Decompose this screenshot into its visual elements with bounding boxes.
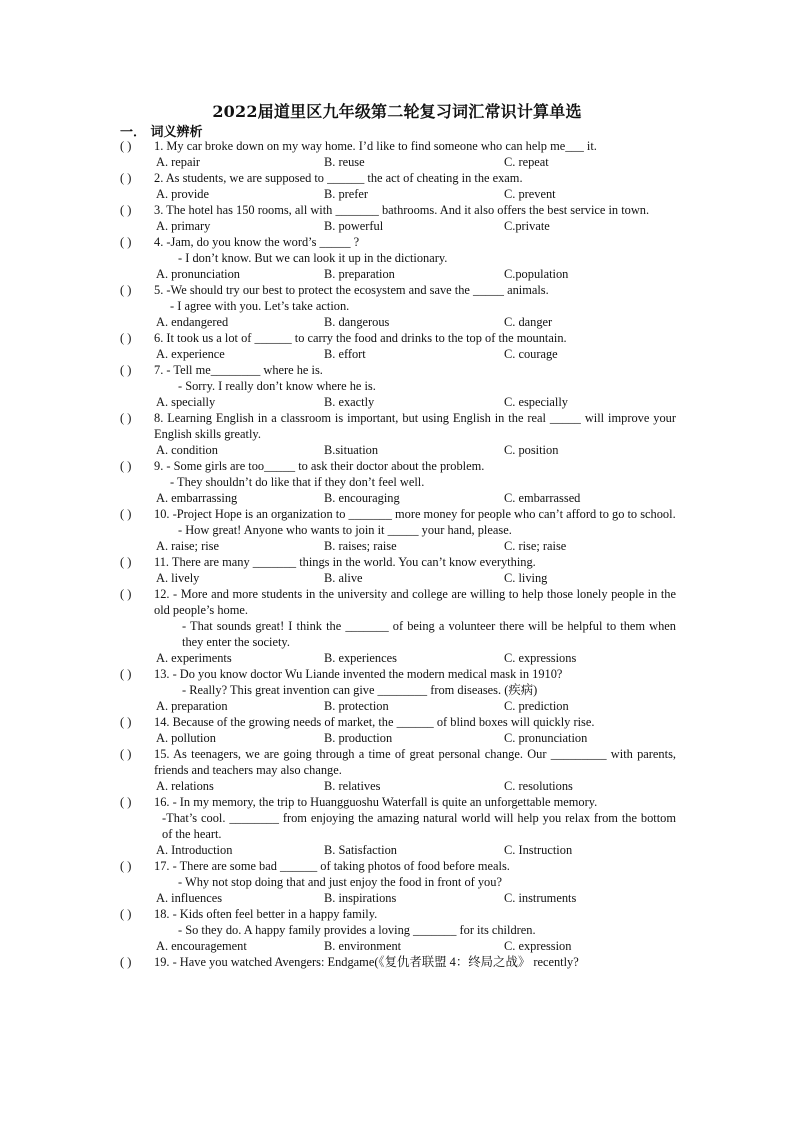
option-b[interactable]: B. encouraging xyxy=(324,491,400,505)
question-item xyxy=(120,330,676,362)
options-row xyxy=(120,890,676,906)
question-item xyxy=(120,858,676,906)
option-a[interactable]: A. experience xyxy=(156,347,225,361)
answer-bracket[interactable]: ( ) xyxy=(120,459,132,473)
section-heading: 一． 词义辨析 xyxy=(120,125,203,140)
dialogue-line: - They shouldn’t do like that if they don’t feel well. xyxy=(170,475,425,489)
options-row xyxy=(120,346,676,362)
option-c[interactable]: C. Instruction xyxy=(504,843,573,857)
option-a[interactable]: A. pollution xyxy=(156,731,216,745)
question-item xyxy=(120,410,676,458)
answer-bracket[interactable]: ( ) xyxy=(120,795,132,809)
option-c[interactable]: C.population xyxy=(504,267,569,281)
option-c[interactable]: C. embarrassed xyxy=(504,491,581,505)
option-b[interactable]: B. reuse xyxy=(324,155,365,169)
option-b[interactable]: B. protection xyxy=(324,699,389,713)
options-row xyxy=(120,266,676,282)
answer-bracket[interactable]: ( ) xyxy=(120,203,132,217)
answer-bracket[interactable]: ( ) xyxy=(120,283,132,297)
option-c[interactable]: C. repeat xyxy=(504,155,549,169)
answer-bracket[interactable]: ( ) xyxy=(120,507,132,521)
option-c[interactable]: C. expression xyxy=(504,939,572,953)
option-a[interactable]: A. endangered xyxy=(156,315,229,329)
question-stem: 16. - In my memory, the trip to Huangguoshu Waterfall is quite an unforgettable memory. xyxy=(154,795,598,809)
question-item xyxy=(120,666,676,714)
answer-bracket[interactable]: ( ) xyxy=(120,411,132,425)
option-c[interactable]: C. expressions xyxy=(504,651,577,665)
option-a[interactable]: A. lively xyxy=(156,571,200,585)
answer-bracket[interactable]: ( ) xyxy=(120,235,132,249)
question-item xyxy=(120,506,676,554)
question-item xyxy=(120,362,676,410)
dialogue-line: - I don’t know. But we can look it up in the dictionary. xyxy=(178,251,448,265)
option-c[interactable]: C. prevent xyxy=(504,187,556,201)
question-item xyxy=(120,282,676,330)
question-stem: 13. - Do you know doctor Wu Liande invented the modern medical mask in 1910? xyxy=(154,667,563,681)
option-a[interactable]: A. influences xyxy=(156,891,223,905)
answer-bracket[interactable]: ( ) xyxy=(120,555,132,569)
question-stem: 14. Because of the growing needs of market, the ______ of blind boxes will quickly rise. xyxy=(154,715,595,729)
question-stem: 17. - There are some bad ______ of taking photos of food before meals. xyxy=(154,859,510,873)
question-stem: 1. My car broke down on my way home. I’d like to find someone who can help me___ it. xyxy=(154,139,597,153)
option-c[interactable]: C. living xyxy=(504,571,548,585)
option-b[interactable]: B. Satisfaction xyxy=(324,843,397,857)
option-c[interactable]: C. rise; raise xyxy=(504,539,567,553)
option-b[interactable]: B. experiences xyxy=(324,651,397,665)
option-a[interactable]: A. raise; rise xyxy=(156,539,219,553)
answer-bracket[interactable]: ( ) xyxy=(120,587,132,601)
option-c[interactable]: C. instruments xyxy=(504,891,577,905)
question-stem: 18. - Kids often feel better in a happy family. xyxy=(154,907,378,921)
option-c[interactable]: C. especially xyxy=(504,395,568,409)
answer-bracket[interactable]: ( ) xyxy=(120,955,132,969)
options-row xyxy=(120,650,676,666)
question-item xyxy=(120,138,676,170)
option-a[interactable]: A. repair xyxy=(156,155,201,169)
option-a[interactable]: A. encouragement xyxy=(156,939,247,953)
options-row xyxy=(120,538,676,554)
answer-bracket[interactable]: ( ) xyxy=(120,907,132,921)
question-stem: 10. -Project Hope is an organization to _______ more money for people who can’t afford to go to school. xyxy=(154,507,676,521)
option-b[interactable]: B. production xyxy=(324,731,393,745)
answer-bracket[interactable]: ( ) xyxy=(120,859,132,873)
options-row xyxy=(120,938,676,954)
option-a[interactable]: A. condition xyxy=(156,443,218,457)
options-row xyxy=(120,394,676,410)
option-b[interactable]: B. preparation xyxy=(324,267,395,281)
options-row xyxy=(120,490,676,506)
options-row xyxy=(120,730,676,746)
answer-bracket[interactable]: ( ) xyxy=(120,139,132,153)
question-stem: 8. Learning English in a classroom is important, but using English in the real _____ will improve your English skills greatly. xyxy=(154,411,676,441)
question-item xyxy=(120,794,676,858)
dialogue-line: - Why not stop doing that and just enjoy the food in front of you? xyxy=(178,875,502,889)
option-b[interactable]: B.situation xyxy=(324,443,379,457)
options-row xyxy=(120,778,676,794)
answer-bracket[interactable]: ( ) xyxy=(120,747,132,761)
answer-bracket[interactable]: ( ) xyxy=(120,331,132,345)
dialogue-line: - Sorry. I really don’t know where he is. xyxy=(178,379,376,393)
option-c[interactable]: C. courage xyxy=(504,347,558,361)
option-a[interactable]: A. embarrassing xyxy=(156,491,238,505)
question-item xyxy=(120,954,676,970)
answer-bracket[interactable]: ( ) xyxy=(120,363,132,377)
option-b[interactable]: B. raises; raise xyxy=(324,539,397,553)
dialogue-line: - How great! Anyone who wants to join it _____ your hand, please. xyxy=(178,523,512,537)
option-b[interactable]: B. dangerous xyxy=(324,315,390,329)
page-title: 2022届道里区九年级第二轮复习词汇常识计算单选 xyxy=(212,102,582,121)
dialogue-line: - That sounds great! I think the _______ of being a volunteer there will be helpful to them when they enter the society. xyxy=(182,619,676,649)
option-b[interactable]: B. relatives xyxy=(324,779,381,793)
question-item xyxy=(120,714,676,746)
option-c[interactable]: C.private xyxy=(504,219,550,233)
question-stem: 11. There are many _______ things in the world. You can’t know everything. xyxy=(154,555,536,569)
option-c[interactable]: C. danger xyxy=(504,315,553,329)
option-a[interactable]: A. specially xyxy=(156,395,216,409)
options-row xyxy=(120,442,676,458)
option-c[interactable]: C. pronunciation xyxy=(504,731,588,745)
question-stem: 3. The hotel has 150 rooms, all with _______ bathrooms. And it also offers the best service in town. xyxy=(154,203,650,217)
dialogue-line: - Really? This great invention can give ________ from diseases. (疾病) xyxy=(182,683,538,697)
dialogue-line: - So they do. A happy family provides a loving _______ for its children. xyxy=(178,923,536,937)
option-c[interactable]: C. position xyxy=(504,443,559,457)
options-row xyxy=(120,842,676,858)
question-stem: 15. As teenagers, we are going through a time of great personal change. Our _________ with parents, friends and teachers may also change. xyxy=(154,747,676,777)
question-stem: 2. As students, we are supposed to ______ the act of cheating in the exam. xyxy=(154,171,523,185)
question-item xyxy=(120,170,676,202)
question-item xyxy=(120,202,676,234)
question-stem: 7. - Tell me________ where he is. xyxy=(154,363,323,377)
answer-bracket[interactable]: ( ) xyxy=(120,171,132,185)
option-b[interactable]: B. effort xyxy=(324,347,366,361)
question-item xyxy=(120,458,676,506)
question-item xyxy=(120,234,676,282)
answer-bracket[interactable]: ( ) xyxy=(120,667,132,681)
options-row xyxy=(120,314,676,330)
option-c[interactable]: C. prediction xyxy=(504,699,569,713)
option-b[interactable]: B. prefer xyxy=(324,187,369,201)
question-item xyxy=(120,746,676,794)
options-row xyxy=(120,698,676,714)
option-b[interactable]: B. exactly xyxy=(324,395,375,409)
options-row xyxy=(120,218,676,234)
option-a[interactable]: A. relations xyxy=(156,779,214,793)
option-b[interactable]: B. alive xyxy=(324,571,363,585)
options-row xyxy=(120,186,676,202)
question-stem: 5. -We should try our best to protect the ecosystem and save the _____ animals. xyxy=(154,283,549,297)
options-row xyxy=(120,570,676,586)
option-c[interactable]: C. resolutions xyxy=(504,779,573,793)
option-a[interactable]: A. pronunciation xyxy=(156,267,240,281)
option-b[interactable]: B. inspirations xyxy=(324,891,397,905)
question-item xyxy=(120,554,676,586)
option-a[interactable]: A. Introduction xyxy=(156,843,233,857)
options-row xyxy=(120,154,676,170)
question-item xyxy=(120,586,676,666)
question-stem: 6. It took us a lot of ______ to carry the food and drinks to the top of the mountain. xyxy=(154,331,567,345)
question-stem: 19. - Have you watched Avengers: Endgame(《复仇者联盟 4：终局之战》 recently? xyxy=(154,955,579,969)
question-stem: 9. - Some girls are too_____ to ask their doctor about the problem. xyxy=(154,459,485,473)
option-a[interactable]: A. primary xyxy=(156,219,211,233)
dialogue-line: - I agree with you. Let’s take action. xyxy=(170,299,350,313)
answer-bracket[interactable]: ( ) xyxy=(120,715,132,729)
question-list xyxy=(120,138,676,970)
question-stem: 4. -Jam, do you know the word’s _____ ? xyxy=(154,235,360,249)
option-b[interactable]: B. powerful xyxy=(324,219,384,233)
question-stem: 12. - More and more students in the university and college are willing to help those lonely people in the old people’s home. xyxy=(154,587,676,617)
question-item xyxy=(120,906,676,954)
option-a[interactable]: A. experiments xyxy=(156,651,232,665)
option-a[interactable]: A. preparation xyxy=(156,699,228,713)
option-b[interactable]: B. environment xyxy=(324,939,402,953)
option-a[interactable]: A. provide xyxy=(156,187,209,201)
dialogue-line: -That’s cool. ________ from enjoying the amazing natural world will help you relax from the bottom of the heart. xyxy=(162,811,676,841)
